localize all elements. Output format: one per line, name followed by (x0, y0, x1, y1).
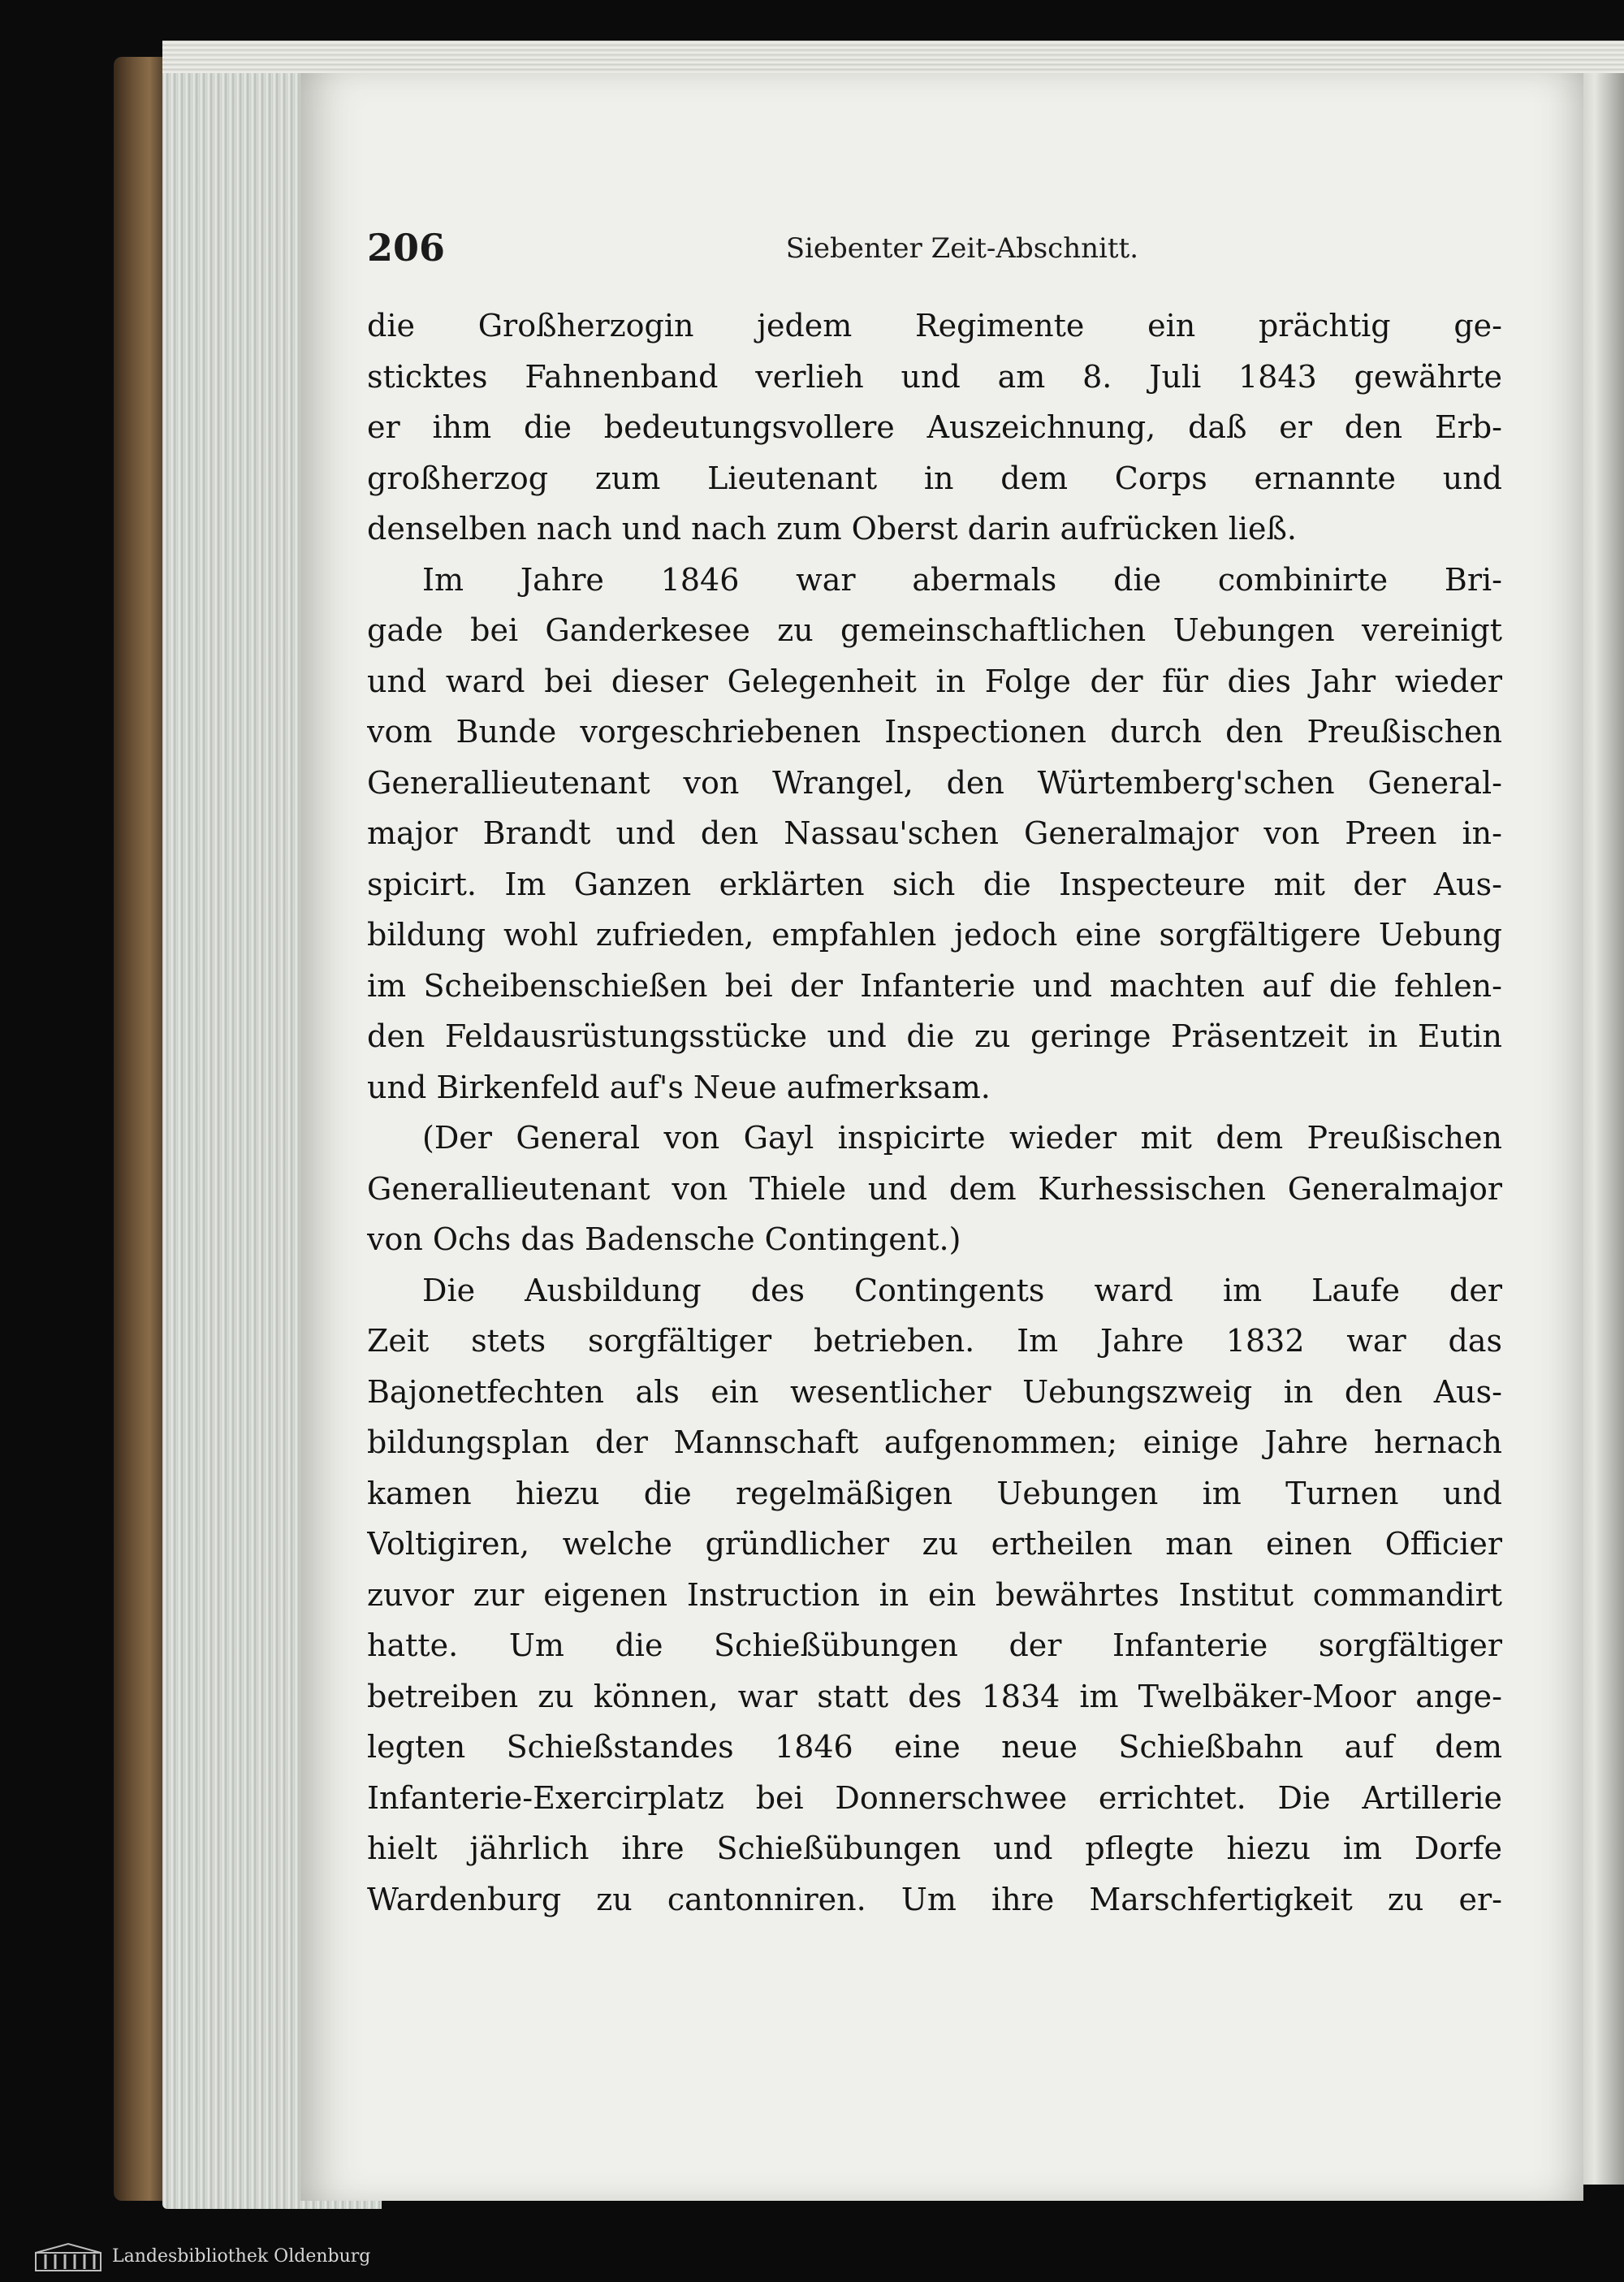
text-line: und Birkenfeld auf's Neue aufmerksam. (367, 1069, 991, 1105)
text-line: die Großherzogin jedem Regimente ein prächtig ge- (367, 308, 1502, 344)
text-line: Wardenburg zu cantonniren. Um ihre Marschfertigkeit zu er- (367, 1881, 1502, 1917)
running-head (367, 226, 1138, 274)
text-line: kamen hiezu die regelmäßigen Uebungen im Turnen und (367, 1475, 1502, 1511)
library-building-icon (34, 2241, 102, 2272)
text-line: Voltigiren, welche gründlicher zu ertheilen man einen Officier (367, 1526, 1502, 1562)
body-text (367, 300, 1502, 1925)
library-name: Landesbibliothek Oldenburg (112, 2246, 371, 2267)
text-line: Infanterie-Exercirplatz bei Donnerschwee errichtet. Die Artillerie (367, 1779, 1502, 1816)
text-line: (Der General von Gayl inspicirte wieder mit dem Preußischen (422, 1120, 1502, 1156)
running-title: Siebenter Zeit-Abschnitt. (785, 232, 1138, 265)
text-line: Im Jahre 1846 war abermals die combinirte Bri- (422, 561, 1502, 598)
text-line: er ihm die bedeutungsvollere Auszeichnung, daß er den Erb- (367, 409, 1502, 445)
text-line: hatte. Um die Schießübungen der Infanterie sorgfältiger (367, 1627, 1502, 1663)
text-line: vom Bunde vorgeschriebenen Inspectionen durch den Preußischen (367, 714, 1502, 750)
text-line: sticktes Fahnenband verlieh und am 8. Juli 1843 gewährte (367, 358, 1502, 395)
text-line: von Ochs das Badensche Contingent.) (367, 1221, 961, 1257)
text-line: Bajonetfechten als ein wesentlicher Uebungszweig in den Aus- (367, 1373, 1502, 1410)
text-line: bildungsplan der Mannschaft aufgenommen; einige Jahre hernach (367, 1424, 1502, 1460)
text-line: legten Schießstandes 1846 eine neue Schießbahn auf dem (367, 1729, 1502, 1765)
footer-bar (0, 2235, 1624, 2282)
text-line: im Scheibenschießen bei der Infanterie und machten auf die fehlen- (367, 967, 1502, 1004)
text-line: hielt jährlich ihre Schießübungen und pflegte hiezu im Dorfe (367, 1830, 1502, 1866)
text-line: denselben nach und nach zum Oberst darin aufrücken ließ. (367, 511, 1297, 547)
text-line: bildung wohl zufrieden, empfahlen jedoch eine sorgfältigere Uebung (367, 917, 1502, 953)
text-line: Zeit stets sorgfältiger betrieben. Im Jahre 1832 war das (367, 1323, 1502, 1359)
text-line: Generallieutenant von Wrangel, den Würtemberg'schen General- (367, 764, 1502, 801)
text-line: Generallieutenant von Thiele und dem Kurhessischen Generalmajor (367, 1170, 1502, 1207)
text-line: betreiben zu können, war statt des 1834 im Twelbäker-Moor ange- (367, 1678, 1502, 1714)
text-line: zuvor zur eigenen Instruction in ein bewährtes Institut commandirt (367, 1576, 1502, 1613)
text-line: gade bei Ganderkesee zu gemeinschaftlichen Uebungen vereinigt (367, 612, 1502, 648)
page-number: 206 (367, 226, 446, 270)
text-line: und ward bei dieser Gelegenheit in Folge der für dies Jahr wieder (367, 663, 1502, 699)
text-line: spicirt. Im Ganzen erklärten sich die Inspecteure mit der Aus- (367, 866, 1502, 902)
text-line: major Brandt und den Nassau'schen Generalmajor von Preen in- (367, 815, 1502, 851)
text-line: großherzog zum Lieutenant in dem Corps ernannte und (367, 460, 1502, 496)
text-line: den Feldausrüstungsstücke und die zu geringe Präsentzeit in Eutin (367, 1018, 1502, 1054)
page-stack-top (162, 41, 1624, 73)
text-line: Die Ausbildung des Contingents ward im Laufe der (422, 1272, 1502, 1308)
